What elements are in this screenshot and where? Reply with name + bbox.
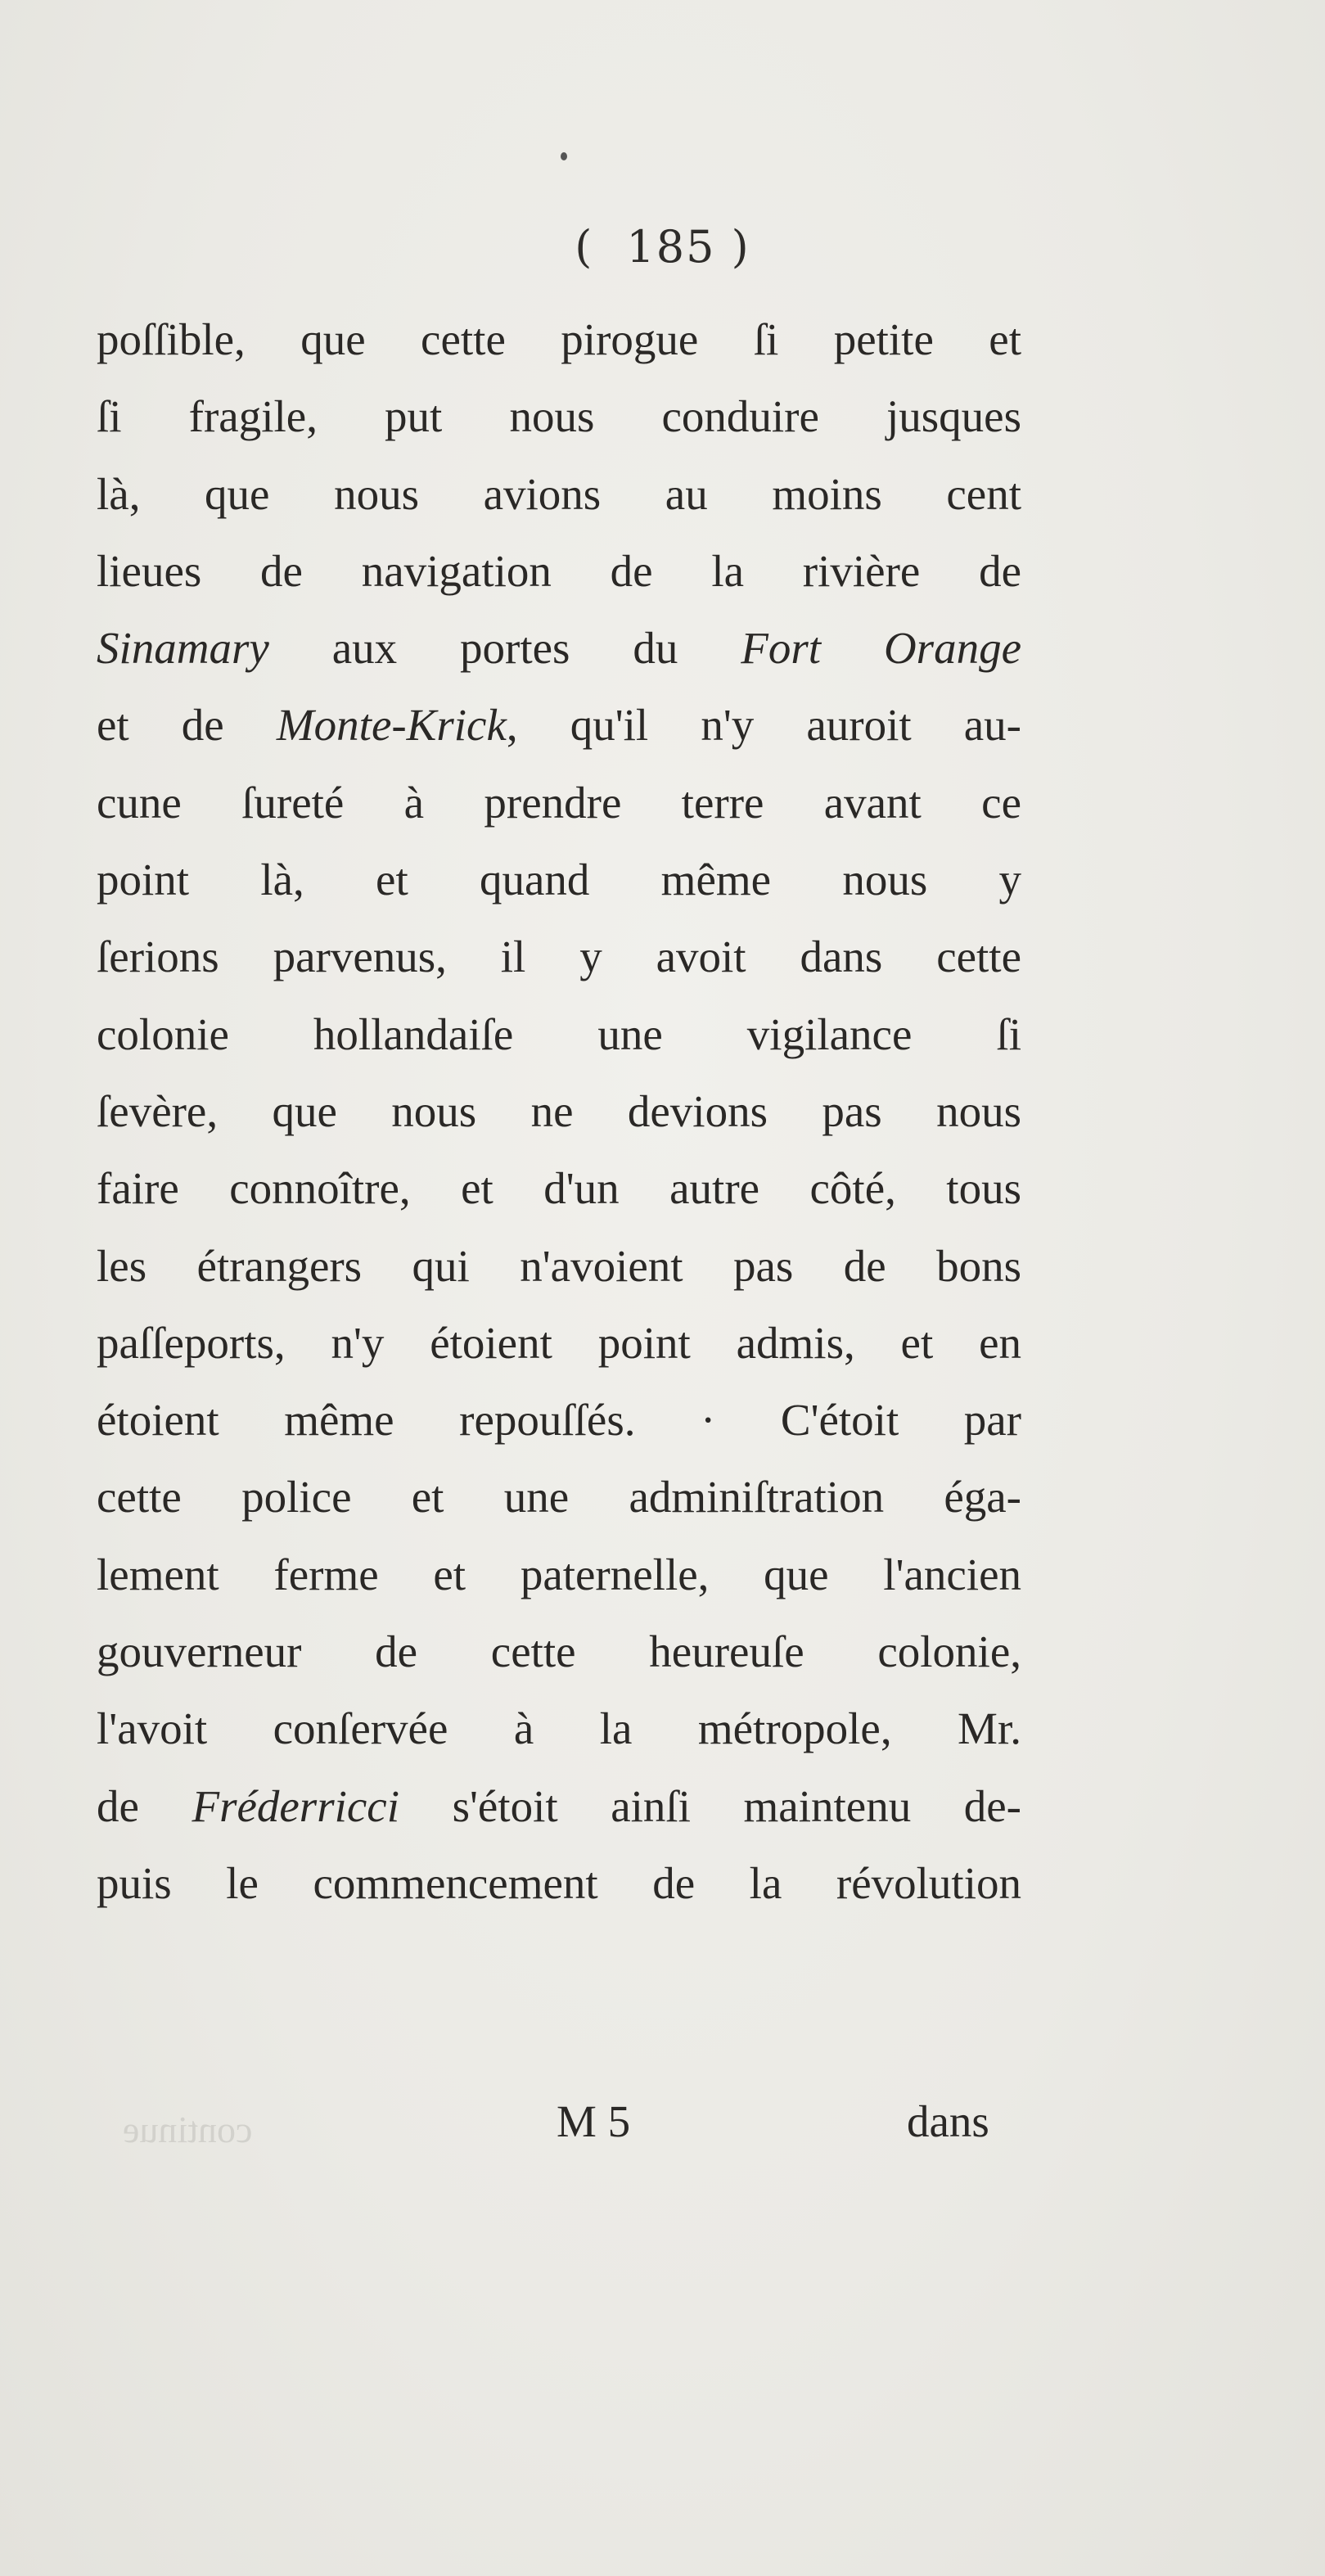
text-segment: les étrangers qui n'avoient pas de bons xyxy=(97,1240,1021,1291)
text-segment: paſſeports, n'y étoient point admis, et en xyxy=(97,1317,1021,1368)
text-segment: s'étoit ainſi maintenu de- xyxy=(399,1780,1021,1831)
text-segment: poſſible, que cette pirogue ſi petite et xyxy=(97,314,1021,364)
page-number-value: 185 xyxy=(626,221,716,273)
body-text xyxy=(97,301,1021,1922)
text-line xyxy=(97,1305,1021,1382)
italic-name: Fort Orange xyxy=(741,623,1021,674)
text-line xyxy=(97,687,1021,764)
italic-name: Monte-Krick xyxy=(276,700,507,751)
text-line xyxy=(97,533,1021,610)
signature-mark: M 5 xyxy=(557,2096,631,2146)
text-line xyxy=(97,918,1021,995)
text-segment: ſerions parvenus, il y avoit dans cette xyxy=(97,932,1021,982)
text-line xyxy=(97,1536,1021,1613)
text-line xyxy=(97,996,1021,1073)
text-line xyxy=(97,456,1021,533)
text-segment: colonie hollandaiſe une vigilance ſi xyxy=(97,1008,1021,1059)
italic-name: Fréderricci xyxy=(192,1780,399,1831)
text-segment: point là, et quand même nous y xyxy=(97,855,1021,905)
text-line xyxy=(97,1690,1021,1767)
italic-name: Sinamary xyxy=(97,623,269,674)
page-number: ( 185 ) xyxy=(575,221,750,273)
text-line xyxy=(97,841,1021,918)
text-line xyxy=(97,1073,1021,1150)
text-line xyxy=(97,1768,1021,1845)
text-line xyxy=(97,765,1021,841)
text-line xyxy=(97,610,1021,687)
text-segment: l'avoit conſervée à la métropole, Mr. xyxy=(97,1703,1021,1754)
text-segment: faire connoître, et d'un autre côté, tous xyxy=(97,1163,1021,1214)
text-segment: gouverneur de cette heureuſe colonie, xyxy=(97,1626,1021,1677)
text-line xyxy=(97,301,1021,378)
text-segment: là, que nous avions au moins cent xyxy=(97,468,1021,519)
text-segment: , qu'il n'y auroit au- xyxy=(506,700,1021,751)
text-line xyxy=(97,1845,1021,1922)
text-line xyxy=(97,378,1021,455)
text-segment: lement ferme et paternelle, que l'ancien xyxy=(97,1549,1021,1599)
text-segment: lieues de navigation de la rivière de xyxy=(97,545,1021,596)
text-segment: cette police et une adminiſtration éga- xyxy=(97,1472,1021,1523)
text-segment: ſevère, que nous ne devions pas nous xyxy=(97,1085,1021,1136)
text-line xyxy=(97,1613,1021,1690)
text-segment: cune ſureté à prendre terre avant ce xyxy=(97,777,1021,828)
page-footer xyxy=(0,2096,1325,2169)
bleed-through-text: continue xyxy=(123,2109,253,2150)
text-line xyxy=(97,1459,1021,1536)
text-segment: de xyxy=(97,1780,192,1831)
text-segment: aux portes du xyxy=(268,623,741,674)
text-line xyxy=(97,1150,1021,1227)
catchword: dans xyxy=(907,2096,989,2146)
ink-speck xyxy=(561,152,567,160)
text-segment: et de xyxy=(97,700,277,751)
text-segment: étoient même repouſſés. · C'étoit par xyxy=(97,1395,1021,1446)
text-segment: puis le commencement de la révolution xyxy=(97,1857,1021,1908)
text-line xyxy=(97,1382,1021,1459)
text-line xyxy=(97,1228,1021,1305)
text-segment: ſi fragile, put nous conduire jusques xyxy=(97,391,1021,442)
